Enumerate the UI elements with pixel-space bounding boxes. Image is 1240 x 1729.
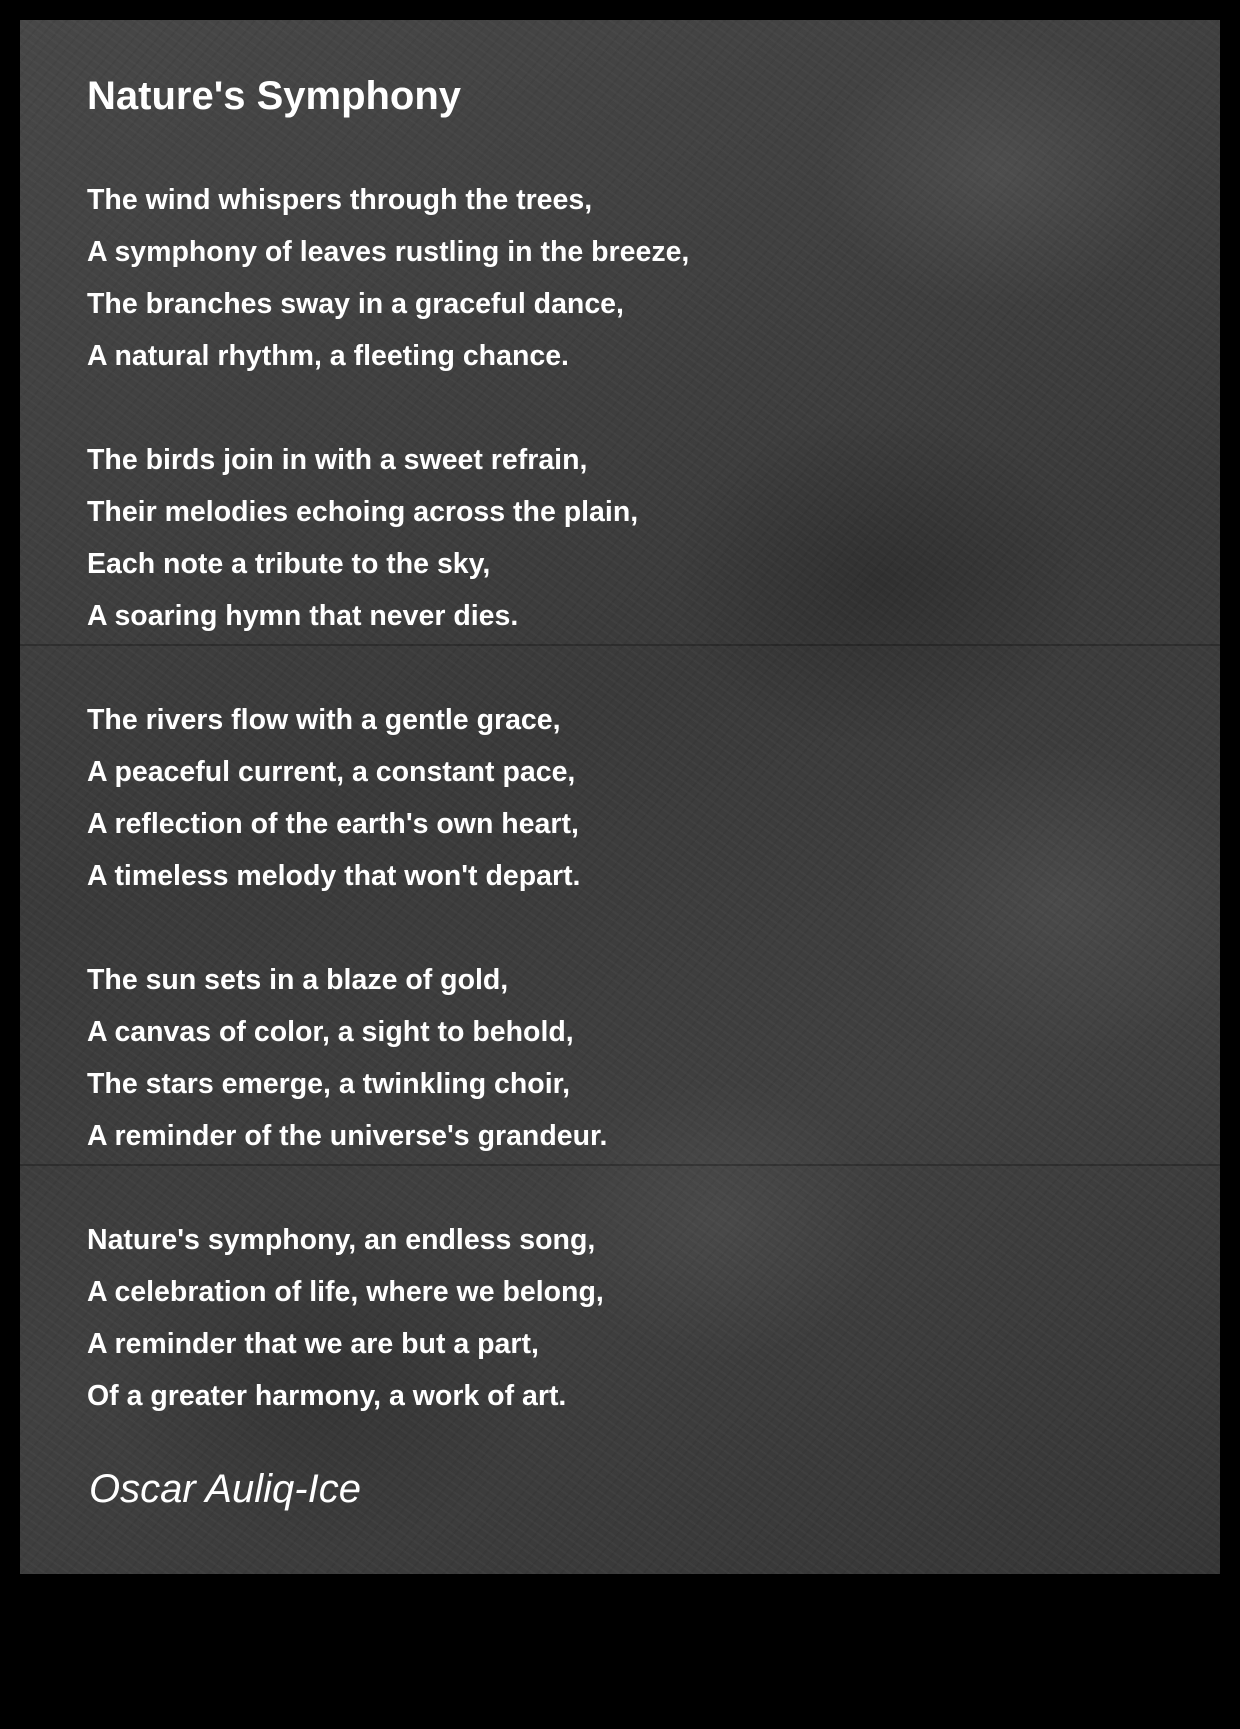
poem-author: Oscar Auliq-Ice (89, 1467, 361, 1511)
verse-line: Their melodies echoing across the plain, (87, 496, 639, 528)
verse-line: A celebration of life, where we belong, (87, 1276, 604, 1308)
stanza-2 (87, 434, 1187, 642)
verse-line: A reminder of the universe's grandeur. (87, 1120, 608, 1152)
stanza-1 (87, 174, 1187, 382)
verse-line: A peaceful current, a constant pace, (87, 756, 576, 788)
poem-body (87, 174, 1187, 1474)
verse-line: Nature's symphony, an endless song, (87, 1224, 596, 1256)
verse-line: A reminder that we are but a part, (87, 1328, 539, 1360)
stanza-3 (87, 694, 1187, 902)
verse-line: A timeless melody that won't depart. (87, 860, 581, 892)
verse-line: A symphony of leaves rustling in the breeze, (87, 236, 690, 268)
verse-line: A natural rhythm, a fleeting chance. (87, 340, 569, 372)
verse-line: A soaring hymn that never dies. (87, 600, 519, 632)
verse-line: The branches sway in a graceful dance, (87, 288, 624, 320)
verse-line: The stars emerge, a twinkling choir, (87, 1068, 571, 1100)
verse-line: The wind whispers through the trees, (87, 184, 593, 216)
stanza-4 (87, 954, 1187, 1162)
stanza-5 (87, 1214, 1187, 1422)
poem-card (20, 20, 1220, 1574)
verse-line: Each note a tribute to the sky, (87, 548, 491, 580)
verse-line: A canvas of color, a sight to behold, (87, 1016, 574, 1048)
verse-line: The rivers flow with a gentle grace, (87, 704, 561, 736)
verse-line: The birds join in with a sweet refrain, (87, 444, 588, 476)
poem-title: Nature's Symphony (87, 74, 462, 118)
verse-line: A reflection of the earth's own heart, (87, 808, 579, 840)
verse-line: The sun sets in a blaze of gold, (87, 964, 509, 996)
verse-line: Of a greater harmony, a work of art. (87, 1380, 567, 1412)
